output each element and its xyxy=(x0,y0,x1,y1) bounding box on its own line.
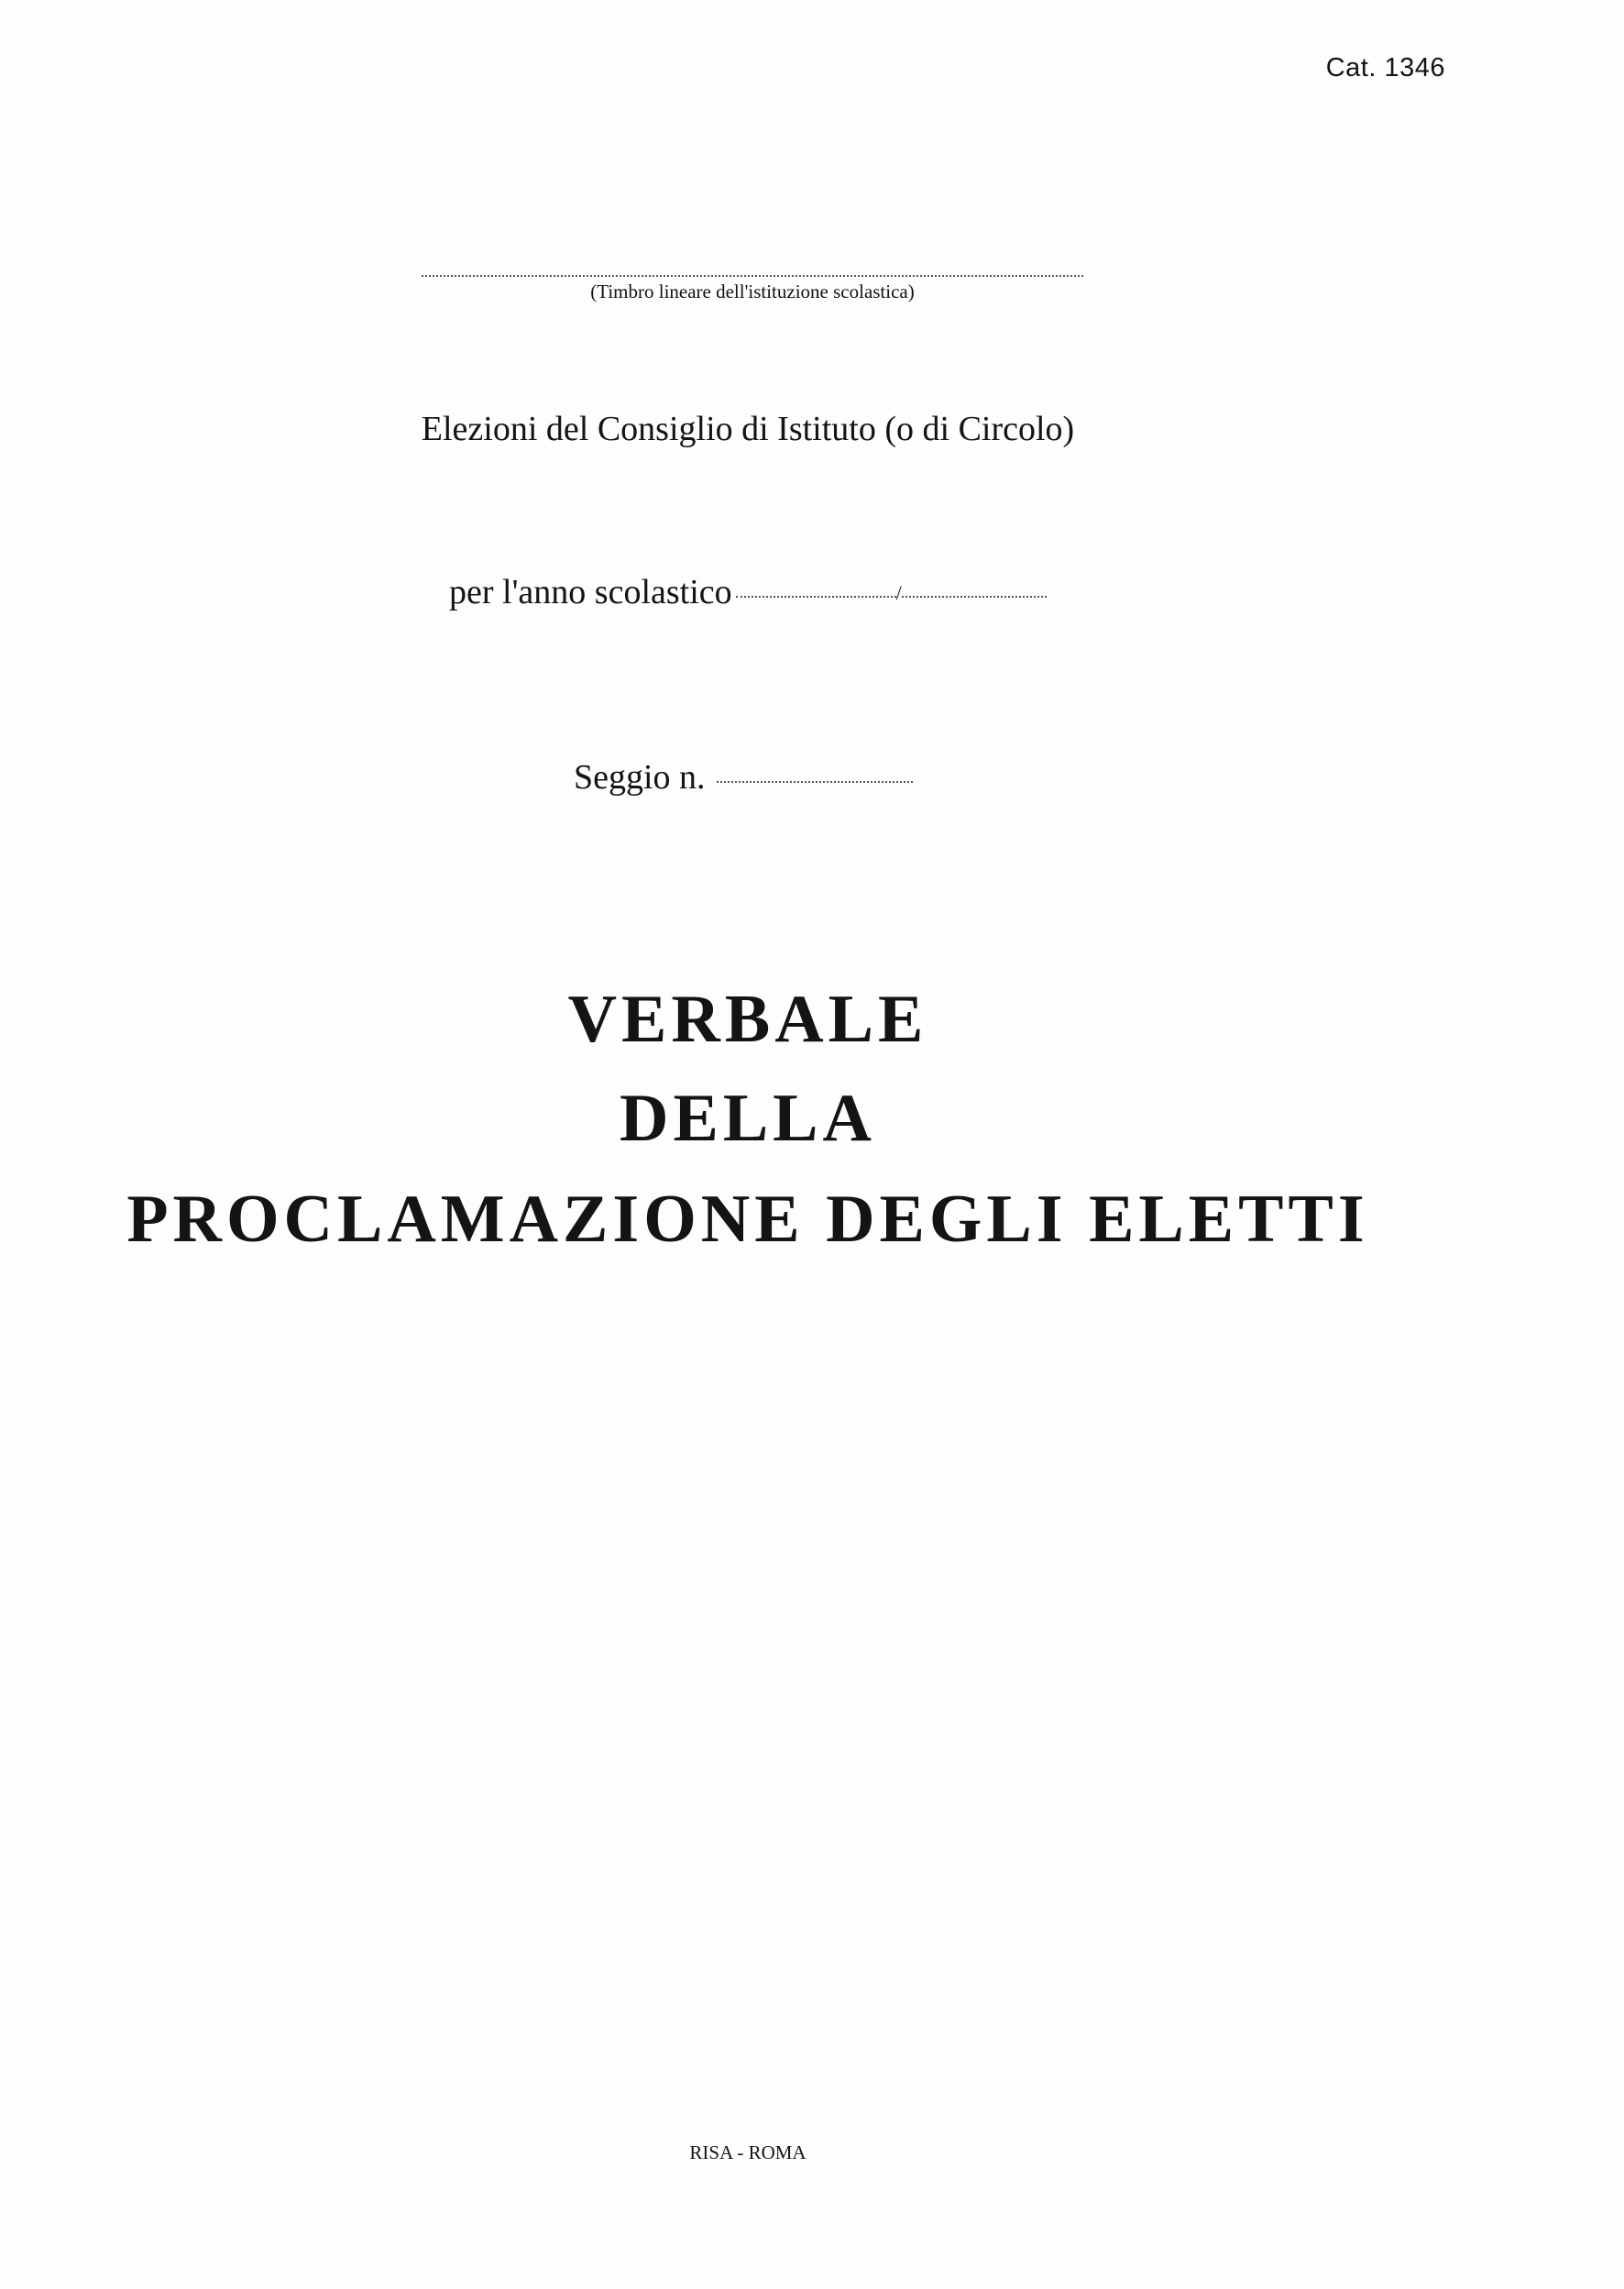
seat-label: Seggio n. xyxy=(574,758,706,797)
school-year-label: per l'anno scolastico xyxy=(449,573,732,611)
school-year-end-field[interactable] xyxy=(902,594,1047,598)
stamp-caption: (Timbro lineare dell'istituzione scolastica) xyxy=(590,281,915,303)
seat-row xyxy=(574,757,913,798)
stamp-dotted-line xyxy=(422,275,1083,277)
election-title: Elezioni del Consiglio di Istituto (o di Circolo) xyxy=(421,410,1075,448)
school-year-start-field[interactable] xyxy=(736,594,896,598)
seat-number-field[interactable] xyxy=(717,779,913,783)
title-della: DELLA xyxy=(620,1081,876,1156)
catalog-number: Cat. 1346 xyxy=(1325,53,1445,83)
title-verbale: VERBALE xyxy=(567,982,928,1057)
school-year-row xyxy=(449,572,1047,612)
title-proclamazione: PROCLAMAZIONE DEGLI ELETTI xyxy=(126,1182,1369,1257)
publisher-label: RISA - ROMA xyxy=(689,2141,807,2163)
school-year-separator: / xyxy=(895,581,902,604)
